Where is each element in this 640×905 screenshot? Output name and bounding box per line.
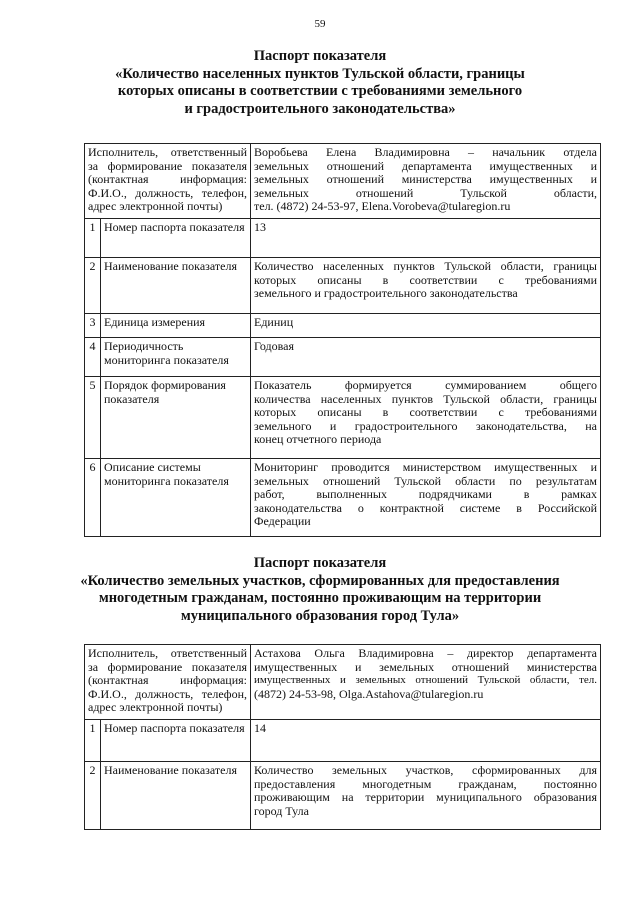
heading-line: и градостроительного законодательства» <box>184 100 456 117</box>
executor-value <box>251 645 601 720</box>
table-row <box>85 458 601 536</box>
text-line: конец отчетного периода <box>254 432 382 447</box>
table-row <box>85 645 601 720</box>
text-line: количества населенных пунктов Тульской области, границы <box>254 391 597 406</box>
page-number: 59 <box>314 18 326 30</box>
table-row <box>85 337 601 376</box>
heading-line: «Количество земельных участков, сформированных для предоставления <box>80 572 560 589</box>
row-label: Описание системы мониторинга показателя <box>101 458 251 536</box>
text-line: земельных отношений министерства имущественных и <box>254 172 597 187</box>
text-line: которых описаны в соответствии с требованиями <box>254 272 597 287</box>
row-label: Номер паспорта показателя <box>101 719 251 761</box>
text-line: Астахова Ольга Владимировна – директор департамента <box>254 646 597 660</box>
text-line: тел. (4872) 24-53-97, Elena.Vorobeva@tularegion.ru <box>254 199 511 214</box>
text-line: Воробьева Елена Владимировна – начальник отдела <box>254 145 597 159</box>
text-line: за формирование показателя <box>88 158 247 173</box>
text-line: (контактная информация: <box>88 673 247 688</box>
row-value <box>251 257 601 313</box>
row-value <box>251 218 601 257</box>
section-1-heading <box>70 48 570 118</box>
text-line: Федерации <box>254 514 311 529</box>
row-label: Номер паспорта показателя <box>101 218 251 257</box>
text-line: земельных отношений Тульской области, <box>254 185 597 200</box>
row-number: 4 <box>85 337 101 376</box>
row-value <box>251 313 601 337</box>
row-label: Наименование показателя <box>101 761 251 829</box>
executor-value <box>251 144 601 219</box>
table-row <box>85 257 601 313</box>
text-line: предоставления многодетным гражданам, постоянно <box>254 776 597 791</box>
table-row <box>85 376 601 458</box>
row-value <box>251 719 601 761</box>
row-number: 1 <box>85 719 101 761</box>
text-line: Количество земельных участков, сформированных для <box>254 762 597 777</box>
row-label: Единица измерения <box>101 313 251 337</box>
text-line: адрес электронной почты) <box>88 700 223 715</box>
text-line: 13 <box>254 219 266 234</box>
executor-label <box>85 645 251 720</box>
text-line: адрес электронной почты) <box>88 199 223 214</box>
row-number: 2 <box>85 761 101 829</box>
text-line: Годовая <box>254 338 294 353</box>
heading-line: Паспорт показателя <box>253 555 387 571</box>
row-value <box>251 337 601 376</box>
text-line: земельных отношений департамента имущественных и <box>254 158 597 173</box>
table-row <box>85 719 601 761</box>
text-line: Исполнитель, ответственный <box>88 646 247 660</box>
heading-line: многодетным гражданам, постоянно проживающим на территории <box>98 590 542 606</box>
table-row <box>85 144 601 219</box>
table-row <box>85 313 601 337</box>
row-number: 3 <box>85 313 101 337</box>
row-value <box>251 458 601 536</box>
text-line: (4872) 24-53-98, Olga.Astahova@tularegion.ru <box>254 686 484 701</box>
row-label: Порядок формирования показателя <box>101 376 251 458</box>
text-line: Исполнитель, ответственный <box>88 145 247 159</box>
text-line: земельных отношений Тульской области по результатам <box>254 473 597 488</box>
section-2-heading <box>70 555 570 625</box>
text-line: имущественных и земельных отношений Тульской области, тел. <box>254 674 597 687</box>
text-line: за формирование показателя <box>88 659 247 674</box>
row-number: 2 <box>85 257 101 313</box>
text-line: земельного и градостроительного законодательства <box>254 286 518 301</box>
text-line: Количество населенных пунктов Тульской области, границы <box>254 258 597 273</box>
row-number: 5 <box>85 376 101 458</box>
row-number: 6 <box>85 458 101 536</box>
text-line: Показатель формируется суммированием общего <box>254 377 597 392</box>
text-line: земельного и градостроительного законодательства, на <box>254 418 597 433</box>
row-label: Наименование показателя <box>101 257 251 313</box>
text-line: работ, выполненных подрядчиками в рамках <box>254 487 597 502</box>
text-line: город Тула <box>254 803 309 818</box>
heading-line: «Количество населенных пунктов Тульской области, границы <box>115 65 525 82</box>
executor-label <box>85 144 251 219</box>
text-line: Ф.И.О., должность, телефон, <box>88 185 247 200</box>
text-line: (контактная информация: <box>88 172 247 187</box>
heading-line: Паспорт показателя <box>253 48 387 64</box>
text-line: которых описаны в соответствии с требованиями <box>254 405 597 420</box>
table-row <box>85 218 601 257</box>
row-number: 1 <box>85 218 101 257</box>
table-row <box>85 761 601 829</box>
row-value <box>251 376 601 458</box>
text-line: Мониторинг проводится министерством имущественных и <box>254 459 597 474</box>
row-label: Периодичность мониторинга показателя <box>101 337 251 376</box>
text-line: имущественных и земельных отношений министерства <box>254 659 597 674</box>
text-line: Единиц <box>254 314 294 329</box>
row-value <box>251 761 601 829</box>
text-line: Ф.И.О., должность, телефон, <box>88 686 247 701</box>
passport-table-2 <box>84 644 601 830</box>
heading-line: муниципального образования город Тула» <box>180 607 460 624</box>
text-line: законодательства о контрактной системе в Российской <box>254 500 597 515</box>
heading-line: которых описаны в соответствии с требованиями земельного <box>117 83 523 99</box>
passport-table-1 <box>84 143 601 537</box>
text-line: 14 <box>254 720 266 735</box>
text-line: проживающим на территории муниципального образования <box>254 790 597 805</box>
